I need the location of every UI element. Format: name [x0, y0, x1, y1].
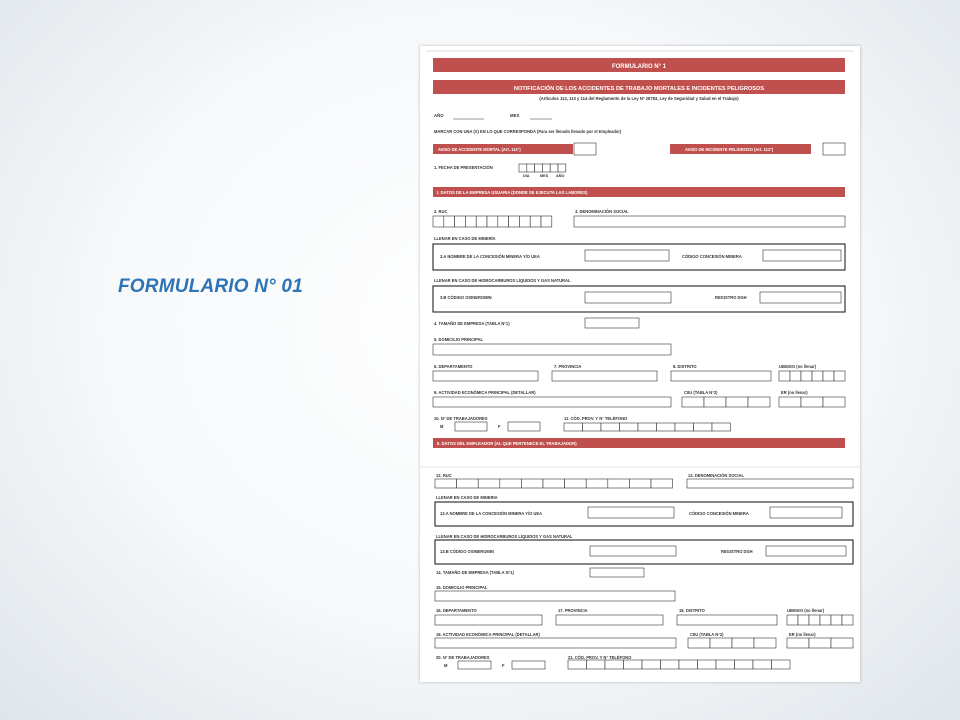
s1-mining-hint: LLENAR EN CASO DE MINERÍA: [434, 236, 496, 241]
entry-cell[interactable]: [779, 371, 790, 381]
entry-cell[interactable]: [601, 423, 620, 431]
entry-cell[interactable]: [787, 615, 798, 625]
s2-district-field[interactable]: [677, 615, 777, 625]
s2-phone-label: 21. CÓD. PROV. Y N° TELÉFONO: [568, 655, 632, 660]
entry-cell[interactable]: [455, 216, 466, 227]
month-short-label: MES: [540, 174, 549, 178]
entry-cell[interactable]: [435, 479, 457, 488]
form-subtitle: (Artículos 112, 113 y 114 del Reglamento de la Ley Nº 29783, Ley de Seguridad y Salud en el Trabajo): [539, 96, 739, 101]
entry-cell[interactable]: [753, 660, 772, 669]
entry-cell[interactable]: [712, 423, 731, 431]
s2-ciiu-label: CIIU (TABLA N°2): [690, 632, 724, 637]
entry-cell[interactable]: [478, 479, 500, 488]
s1-department-field[interactable]: [433, 371, 538, 381]
entry-cell[interactable]: [543, 479, 565, 488]
entry-cell[interactable]: [465, 216, 476, 227]
s1-osinergmin-field[interactable]: [585, 292, 671, 303]
s1-province-field[interactable]: [552, 371, 657, 381]
slide-title: FORMULARIO N° 01: [118, 276, 303, 297]
entry-cell[interactable]: [541, 216, 552, 227]
s1-mining-name-label: 3.A NOMBRE DE LA CONCESIÓN MINERA Y/O UEA: [440, 254, 540, 259]
entry-cell[interactable]: [564, 423, 583, 431]
s2-m-field[interactable]: [458, 661, 491, 669]
s1-mining-code-field[interactable]: [763, 250, 841, 261]
entry-cell[interactable]: [801, 371, 812, 381]
entry-cell[interactable]: [586, 479, 608, 488]
s1-size-label: 4. TAMAÑO DE EMPRESA (TABLA N°1): [434, 321, 510, 326]
s1-name-field[interactable]: [574, 216, 845, 227]
entry-cell[interactable]: [642, 660, 661, 669]
entry-cell[interactable]: [772, 660, 791, 669]
entry-cell[interactable]: [519, 216, 530, 227]
s1-phone-cells[interactable]: [564, 423, 731, 431]
s1-activity-field[interactable]: [433, 397, 671, 407]
s2-activity-field[interactable]: [435, 638, 676, 648]
entry-cell[interactable]: [842, 615, 853, 625]
year-short-label: AÑO: [556, 174, 565, 178]
entry-cell[interactable]: [787, 638, 809, 648]
s1-workers-label: 10. N° DE TRABAJADORES: [434, 416, 488, 421]
entry-cell[interactable]: [726, 397, 748, 407]
dangerous-incident-label: AVISO DE INCIDENTE PELIGROSO (Art. 112°): [685, 147, 774, 152]
entry-cell[interactable]: [831, 638, 853, 648]
entry-cell[interactable]: [809, 615, 820, 625]
s2-department-label: 16. DEPARTAMENTO: [436, 608, 477, 613]
s1-ubigeo-cells[interactable]: [779, 371, 845, 381]
entry-cell[interactable]: [433, 216, 444, 227]
s1-province-label: 7. PROVINCIA: [554, 364, 582, 369]
s2-ruc-cells[interactable]: [435, 479, 673, 488]
entry-cell[interactable]: [535, 164, 543, 172]
s2-osinergmin-field[interactable]: [590, 546, 676, 556]
entry-cell[interactable]: [790, 371, 801, 381]
s2-mining-hint: LLENAR EN CASO DE MINERIA: [436, 495, 498, 500]
s2-er-cells[interactable]: [787, 638, 853, 648]
s2-mining-code-field[interactable]: [770, 507, 842, 518]
s1-f-field[interactable]: [508, 422, 540, 431]
entry-cell[interactable]: [688, 638, 710, 648]
s2-dgh-label: REGISTRO DGH: [721, 549, 753, 554]
s1-osinergmin-label: 3.B CÓDIGO OSINERGMIN: [440, 295, 492, 300]
entry-cell[interactable]: [476, 216, 487, 227]
s1-m-label: M: [440, 424, 444, 429]
presentation-date-label: 1. FECHA DE PRESENTACIÓN: [434, 165, 493, 170]
entry-cell[interactable]: [638, 423, 657, 431]
s1-size-field[interactable]: [585, 318, 639, 328]
s2-phone-cells[interactable]: [568, 660, 790, 669]
dangerous-incident-checkbox[interactable]: [823, 143, 845, 155]
entry-cell[interactable]: [710, 638, 732, 648]
entry-cell[interactable]: [608, 479, 630, 488]
s1-dgh-field[interactable]: [760, 292, 841, 303]
entry-cell[interactable]: [620, 423, 639, 431]
s2-activity-label: 19. ACTIVIDAD ECONÓMICA PRINCIPAL (DETALLAR): [436, 632, 540, 637]
entry-cell[interactable]: [809, 638, 831, 648]
entry-cell[interactable]: [682, 397, 704, 407]
s2-dgh-field[interactable]: [766, 546, 846, 556]
s1-er-label: ER (no llenar): [781, 390, 808, 395]
s2-er-label: ER (no llenar): [789, 632, 816, 637]
entry-cell[interactable]: [679, 660, 698, 669]
s1-district-field[interactable]: [671, 371, 771, 381]
entry-cell[interactable]: [732, 638, 754, 648]
entry-cell[interactable]: [651, 479, 673, 488]
s1-m-field[interactable]: [455, 422, 487, 431]
entry-cell[interactable]: [519, 164, 527, 172]
entry-cell[interactable]: [657, 423, 676, 431]
s1-f-label: F: [498, 424, 501, 429]
entry-cell[interactable]: [823, 371, 834, 381]
entry-cell[interactable]: [779, 397, 801, 407]
entry-cell[interactable]: [694, 423, 713, 431]
s1-ubigeo-label: UBIGEO (no llenar): [779, 364, 817, 369]
s1-ciiu-cells[interactable]: [682, 397, 770, 407]
entry-cell[interactable]: [509, 216, 520, 227]
form-scan: [420, 46, 860, 682]
entry-cell[interactable]: [754, 638, 776, 648]
entry-cell[interactable]: [661, 660, 680, 669]
s1-er-cells[interactable]: [779, 397, 845, 407]
s2-ruc-label: 12. RUC: [436, 473, 452, 478]
s2-name-field[interactable]: [687, 479, 853, 488]
s2-province-label: 17. PROVINCIA: [558, 608, 588, 613]
s2-province-field[interactable]: [556, 615, 663, 625]
s2-address-label: 15. DOMICILIO PRINCIPAL: [436, 585, 488, 590]
entry-cell[interactable]: [542, 164, 550, 172]
entry-cell[interactable]: [500, 479, 522, 488]
form-main-title: NOTIFICACIÓN DE LOS ACCIDENTES DE TRABAJO MORTALES E INCIDENTES PELIGROSOS: [513, 86, 765, 92]
s1-name-label: 3. DENOMINACIÓN SOCIAL: [575, 209, 629, 214]
s1-hydro-hint: LLENAR EN CASO DE HIDROCARBUROS LÍQUIDOS Y GAS NATURAL: [434, 278, 571, 283]
entry-cell[interactable]: [675, 423, 694, 431]
entry-cell[interactable]: [568, 660, 587, 669]
entry-cell[interactable]: [748, 397, 770, 407]
entry-cell[interactable]: [587, 660, 606, 669]
entry-cell[interactable]: [624, 660, 643, 669]
s2-f-field[interactable]: [512, 661, 545, 669]
entry-cell[interactable]: [834, 371, 845, 381]
entry-cell[interactable]: [823, 397, 845, 407]
entry-cell[interactable]: [444, 216, 455, 227]
mark-instruction: MARCAR CON UNA (X) EN LO QUE CORRESPONDA (Para ser llenado llenado por el Empleador): [434, 129, 622, 134]
s1-address-field[interactable]: [433, 344, 671, 355]
entry-cell[interactable]: [530, 216, 541, 227]
s1-activity-label: 9. ACTIVIDAD ECONÓMICA PRINCIPAL (DETALLAR): [434, 390, 536, 395]
s2-ubigeo-label: UBIGEO (no llenar): [787, 608, 825, 613]
s2-m-label: M: [444, 663, 448, 668]
entry-cell[interactable]: [550, 164, 558, 172]
s1-address-label: 5. DOMICILIO PRINCIPAL: [434, 337, 484, 342]
entry-cell[interactable]: [565, 479, 587, 488]
fatal-accident-checkbox[interactable]: [574, 143, 596, 155]
s2-mining-name-field[interactable]: [588, 507, 674, 518]
s2-mining-name-label: 13.A NOMBRE DE LA CONCESIÓN MINERA Y/O UEA: [440, 511, 543, 516]
s2-size-label: 14. TAMAÑO DE EMPRESA (TABLA N°1): [436, 570, 514, 575]
entry-cell[interactable]: [457, 479, 479, 488]
fatal-accident-label: AVISO DE ACCIDENTE MORTAL (Art. 112°): [438, 147, 521, 152]
s2-address-field[interactable]: [435, 591, 675, 601]
s2-ubigeo-cells[interactable]: [787, 615, 853, 625]
entry-cell[interactable]: [716, 660, 735, 669]
entry-cell[interactable]: [558, 164, 566, 172]
s2-workers-label: 20. N° DE TRABAJADORES: [436, 655, 490, 660]
entry-cell[interactable]: [801, 397, 823, 407]
entry-cell[interactable]: [498, 216, 509, 227]
s2-department-field[interactable]: [435, 615, 542, 625]
entry-cell[interactable]: [605, 660, 624, 669]
entry-cell[interactable]: [521, 479, 543, 488]
s2-osinergmin-label: 13.B CÓDIGO OSINERGMIN: [440, 549, 494, 554]
entry-cell[interactable]: [820, 615, 831, 625]
day-label: DIA: [523, 174, 530, 178]
year-label: AÑO: [434, 113, 444, 118]
entry-cell[interactable]: [527, 164, 535, 172]
s1-ciiu-label: CIIU (TABLA N°2): [684, 390, 718, 395]
section1-title: I. DATOS DE LA EMPRESA USUARIA (DONDE SE EJECUTA LAS LABORES): [437, 190, 588, 195]
s2-district-label: 18. DISTRITO: [679, 608, 705, 613]
s1-district-label: 8. DISTRITO: [673, 364, 697, 369]
s2-ciiu-cells[interactable]: [688, 638, 776, 648]
s1-dgh-label: REGISTRO DGH: [715, 295, 747, 300]
entry-cell[interactable]: [698, 660, 717, 669]
s2-f-label: F: [502, 663, 505, 668]
s2-size-field[interactable]: [590, 568, 644, 577]
entry-cell[interactable]: [487, 216, 498, 227]
s2-name-label: 13. DENOMINACIÓN SOCIAL: [688, 473, 744, 478]
s1-department-label: 6. DEPARTAMENTO: [434, 364, 473, 369]
entry-cell[interactable]: [704, 397, 726, 407]
entry-cell[interactable]: [583, 423, 602, 431]
form-header: FORMULARIO N° 1: [611, 64, 667, 70]
section2-title: II. DATOS DEL EMPLEADOR (AL QUE PERTENECE EL TRABAJADOR): [437, 441, 577, 446]
s1-ruc-cells[interactable]: [433, 216, 552, 227]
s2-hydro-hint: LLENAR EN CASO DE HIDROCARBUROS LÍQUIDOS Y GAS NATURAL: [436, 534, 573, 539]
entry-cell[interactable]: [735, 660, 754, 669]
s1-mining-name-field[interactable]: [585, 250, 669, 261]
s2-mining-code-label: CÓDIGO CONCESIÓN MINERA: [689, 511, 749, 516]
s1-mining-code-label: CÓDIGO CONCESIÓN MINERA: [682, 254, 742, 259]
entry-cell[interactable]: [812, 371, 823, 381]
entry-cell[interactable]: [629, 479, 651, 488]
s1-ruc-label: 2. RUC: [434, 209, 448, 214]
presentation-date-cells[interactable]: [519, 164, 566, 172]
entry-cell[interactable]: [831, 615, 842, 625]
entry-cell[interactable]: [798, 615, 809, 625]
month-label: MES: [510, 113, 520, 118]
s1-phone-label: 11. CÓD. PROV. Y N° TELÉFONO: [564, 416, 628, 421]
